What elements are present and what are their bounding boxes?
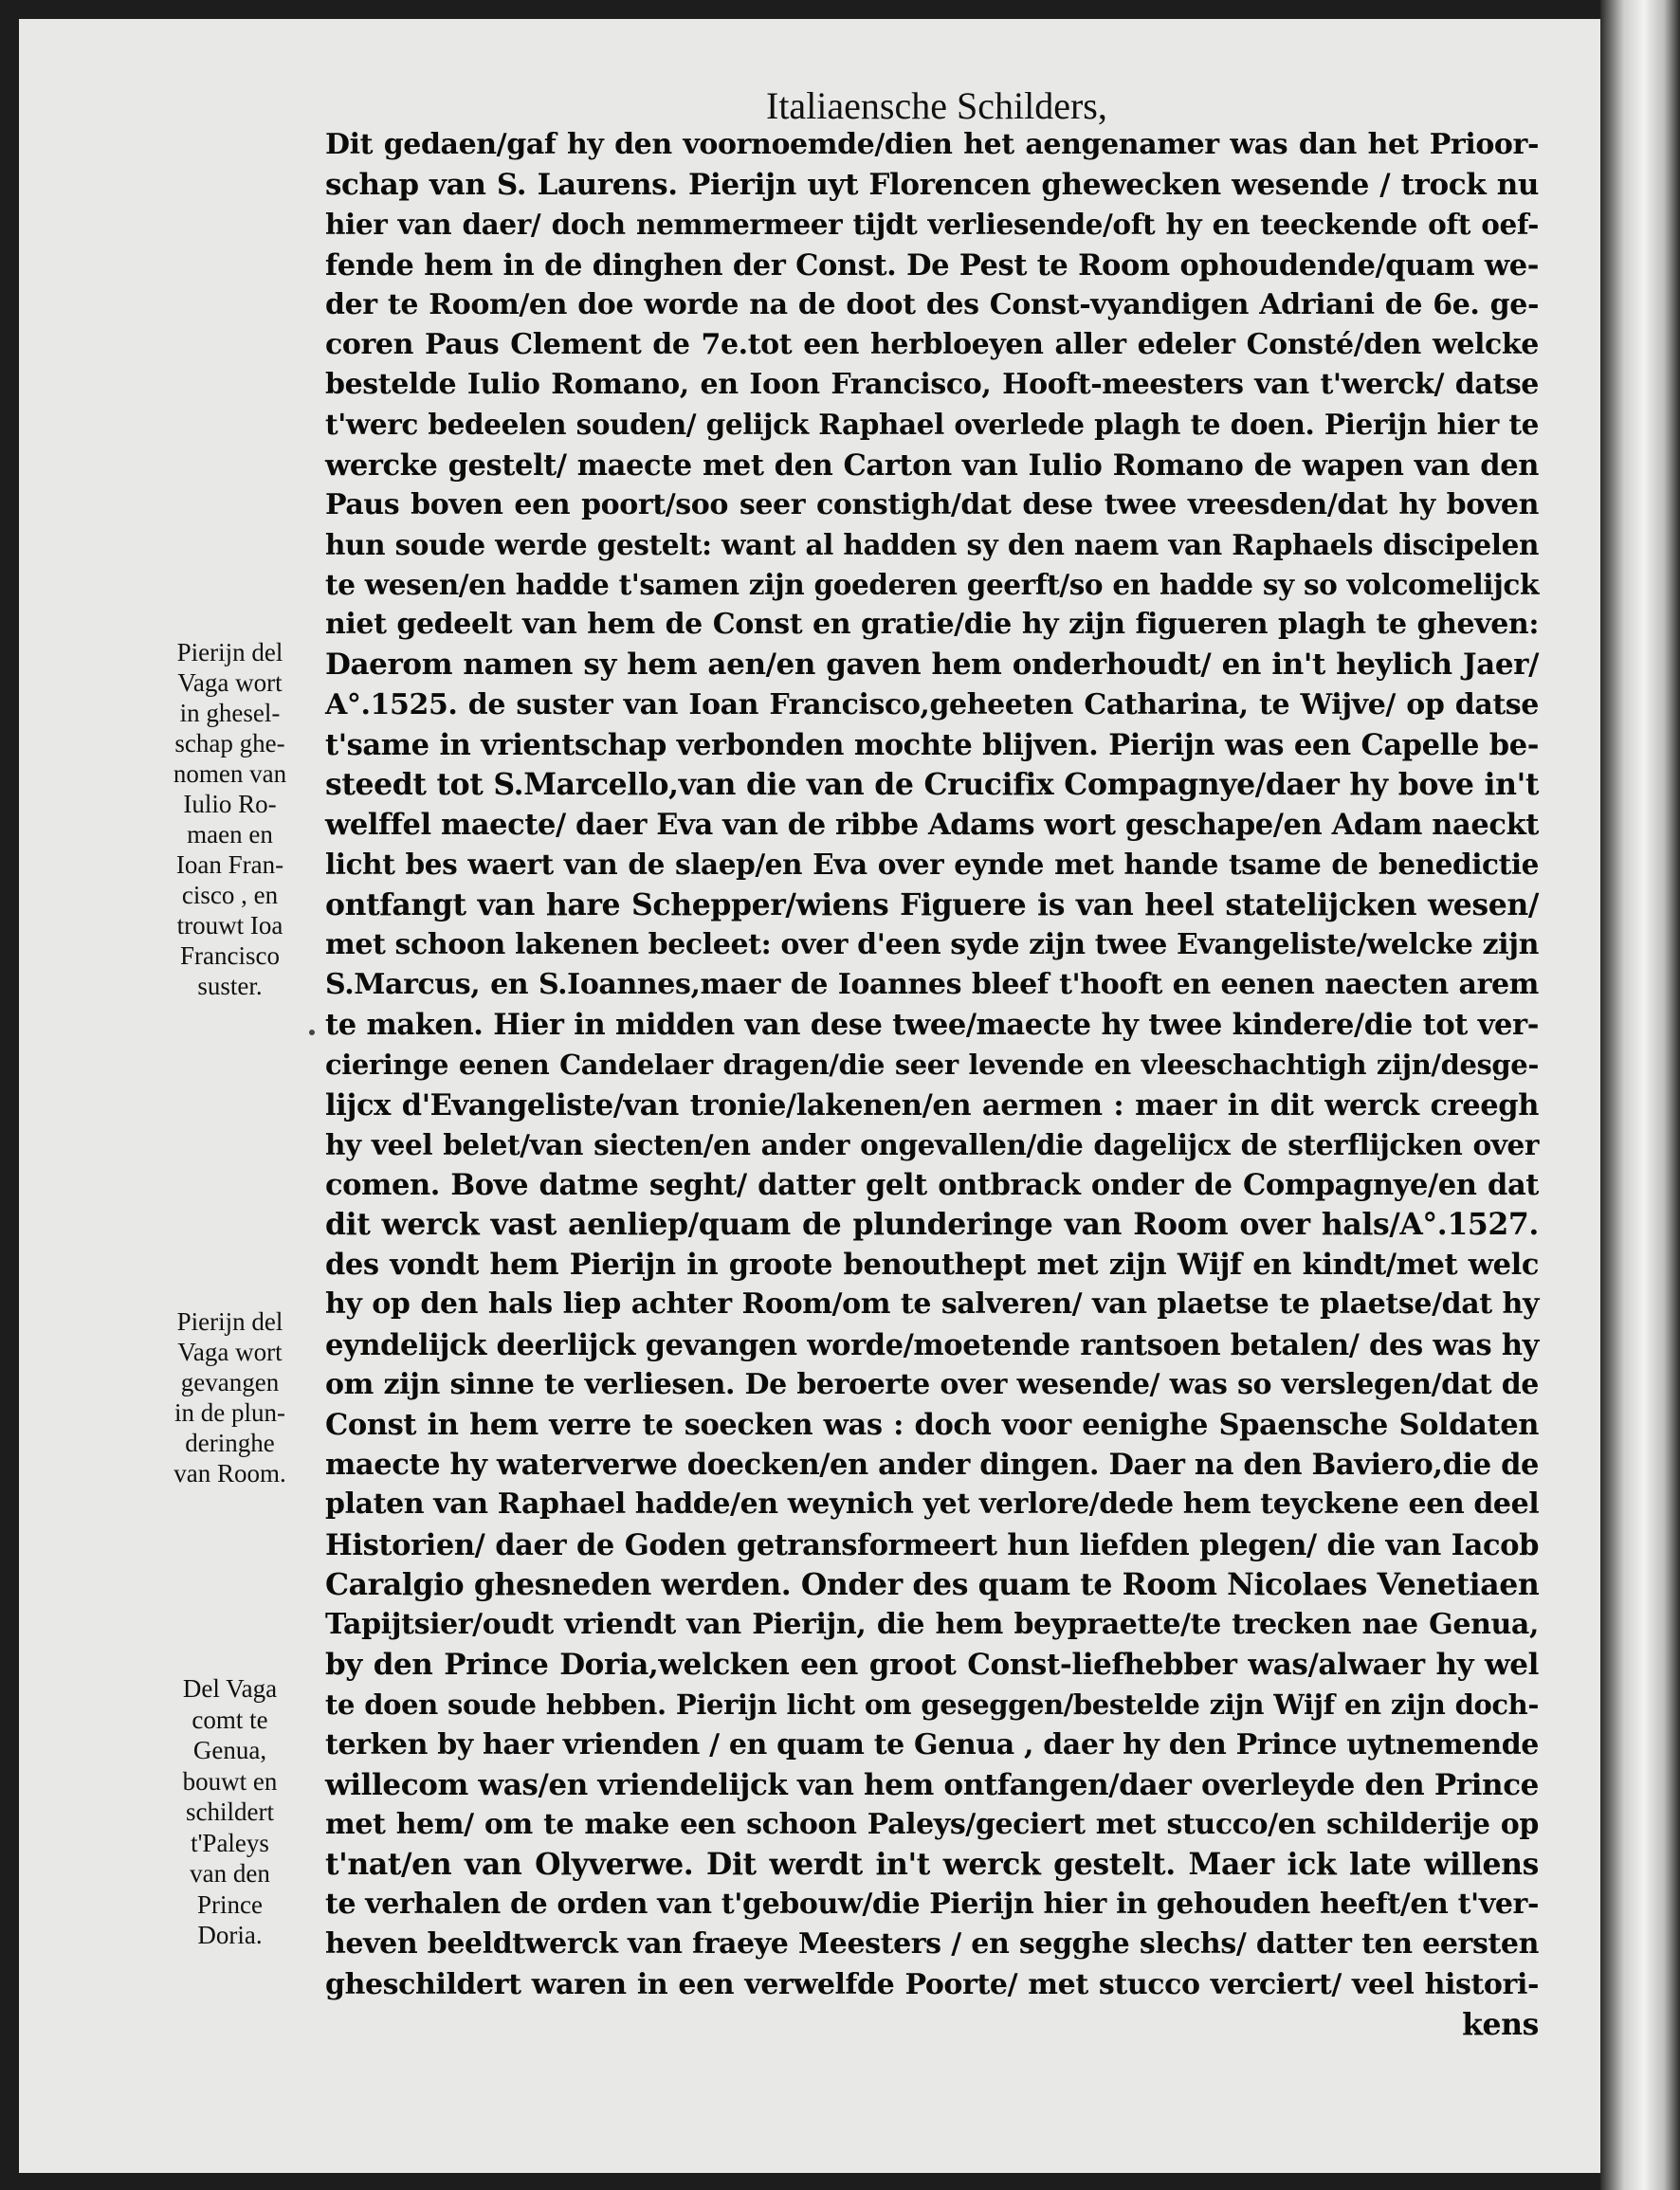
margin-note-2: [147, 1306, 313, 1488]
body-line: niet gedeelt van hem de Const en gratie/die hy zijn figueren plagh te gheven:: [325, 608, 1539, 642]
body-line: dit werck vast aenliep/quam de plunderinge van Room over hals/A°.1527.: [325, 1207, 1539, 1243]
body-line: by den Prince Doria,welcken een groot Const-liefhebber was/alwaer hy wel: [325, 1648, 1539, 1683]
margin-note-line: nomen van: [173, 759, 287, 788]
margin-note-line: Genua,: [192, 1736, 267, 1764]
body-line: Paus boven een poort/soo seer constigh/dat dese twee vreesden/dat hy boven: [325, 487, 1539, 521]
body-line: te verhalen de orden van t'gebouw/die Pierijn hier in gehouden heeft/en t'ver-: [325, 1888, 1539, 1922]
body-line: hy op den hals liep achter Room/om te salveren/ van plaetse te plaetse/dat hy: [325, 1287, 1539, 1322]
margin-note-line: Del Vaga: [182, 1674, 278, 1703]
body-line: schap van S. Laurens. Pierijn uyt Florencen ghewecken wesende / trock nu: [325, 168, 1539, 203]
margin-note-3: [147, 1673, 313, 1951]
body-line: met schoon lakenen becleet: over d'een syde zijn twee Evangeliste/welcke zijn: [325, 927, 1539, 961]
body-line: Daerom namen sy hem aen/en gaven hem onderhoudt/ en in't heylich Jaer/: [325, 648, 1539, 683]
margin-note-line: schildert: [186, 1798, 274, 1826]
margin-note-line: Francisco: [180, 941, 280, 970]
body-line: hier van daer/ doch nemmermeer tijdt verliesende/oft hy en teeckende oft oef-: [325, 208, 1539, 242]
margin-note-line: maen en: [187, 820, 273, 849]
margin-note-line: Pierijn del: [176, 1307, 283, 1336]
book-spine-edge: [1600, 0, 1680, 2190]
body-line: licht bes waert van de slaep/en Eva over eynde met hande tsame de benedictie: [325, 848, 1539, 882]
body-line: t'werc bedeelen souden/ gelijck Raphael overlede plagh te doen. Pierijn hier te: [325, 408, 1539, 442]
ink-speck: [309, 1030, 315, 1035]
margin-note-line: schap ghe-: [174, 729, 285, 757]
body-line: hy veel belet/van siecten/en ander ongevallen/die dagelijcx de sterflijcken over: [325, 1127, 1539, 1161]
body-line: t'nat/en van Olyverwe. Dit werdt in't werck gestelt. Maer ick late willens: [325, 1847, 1539, 1883]
body-line: om zijn sinne te verliesen. De beroerte over wesende/ was so verslegen/dat de: [325, 1367, 1539, 1401]
margin-note-line: gevangen: [180, 1368, 280, 1396]
margin-note-line: Vaga wort: [177, 1338, 283, 1366]
body-line: kens: [1462, 2006, 1539, 2042]
margin-note-line: Doria.: [197, 1921, 263, 1949]
body-line: gheschildert waren in een verwelfde Poorte/ met stucco verciert/ veel histori-: [325, 1967, 1539, 2001]
margin-note-line: suster.: [197, 972, 263, 1000]
margin-note-1: [147, 637, 313, 1001]
body-line: heven beeldtwerck van fraeye Meesters / en segghe slechs/ datter ten eersten: [325, 1927, 1539, 1962]
body-line: eyndelijck deerlijck gevangen worde/moetende rantsoen betalen/ des was hy: [325, 1327, 1539, 1362]
body-line: Tapijtsier/oudt vriendt van Pierijn, die hem beypraette/te trecken nae Genua,: [325, 1607, 1539, 1641]
body-line: te maken. Hier in midden van dese twee/maecte hy twee kindere/die tot ver-: [325, 1008, 1539, 1043]
body-line: maecte hy waterverwe doecken/en ander dingen. Daer na den Baviero,die de: [325, 1448, 1539, 1483]
body-line: des vondt hem Pierijn in groote benouthept met zijn Wijf en kindt/met welc: [325, 1248, 1539, 1283]
body-line: te doen soude hebben. Pierijn licht om geseggen/bestelde zijn Wijf en zijn doch-: [325, 1688, 1539, 1722]
margin-note-line: t'Paleys: [191, 1828, 269, 1857]
body-line: lijcx d'Evangeliste/van tronie/lakenen/en aermen : maer in dit werck creegh: [325, 1087, 1539, 1122]
body-line: comen. Bove datme seght/ datter gelt ontbrack onder de Compagnye/en dat: [325, 1167, 1539, 1202]
body-line: bestelde Iulio Romano, en Ioon Francisco, Hooft-meesters van t'werck/ datse: [325, 368, 1539, 402]
body-line: met hem/ om te make een schoon Paleys/geciert met stucco/en schilderije op: [325, 1807, 1539, 1841]
body-line: S.Marcus, en S.Ioannes,maer de Ioannes bleef t'hooft en eenen naecten arem: [325, 967, 1539, 1001]
body-line: terken by haer vrienden / en quam te Genua , daer hy den Prince uytnemende: [325, 1727, 1539, 1761]
margin-note-line: Iulio Ro-: [183, 790, 277, 818]
margin-note-line: comt te: [192, 1705, 268, 1734]
body-line: Const in hem verre te soecken was : doch voor eenighe Spaensche Soldaten: [325, 1408, 1539, 1442]
margin-note-line: bouwt en: [182, 1766, 278, 1796]
margin-note-line: Prince: [197, 1889, 263, 1919]
margin-note-line: Pierijn del: [176, 638, 283, 666]
margin-note-line: deringhe: [185, 1429, 275, 1457]
margin-note-line: van Room.: [173, 1459, 286, 1487]
body-line: te wesen/en hadde t'samen zijn goederen geerft/so en hadde sy so volcomelijck: [325, 568, 1539, 602]
margin-note-line: in de plun-: [174, 1398, 285, 1427]
body-line: coren Paus Clement de 7e.tot een herbloeyen aller edeler Consté/den welcke: [325, 327, 1539, 361]
margin-note-line: trouwt Ioa: [176, 911, 283, 940]
body-line: cieringe eenen Candelaer dragen/die seer levende en vleeschachtigh zijn/desge-: [325, 1049, 1539, 1082]
body-line: Historien/ daer de Goden getransformeert hun liefden plegen/ die van Iacob: [325, 1527, 1539, 1562]
margin-note-line: van den: [190, 1859, 270, 1888]
body-line: der te Room/en doe worde na de doot des Const-vyandigen Adriani de 6e. ge-: [325, 287, 1539, 321]
margin-note-line: in ghesel-: [179, 699, 281, 727]
running-head: Italiaensche Schilders,: [766, 84, 1107, 127]
body-line: fende hem in de dinghen der Const. De Pest te Room ophoudende/quam we-: [325, 247, 1539, 283]
body-line: welffel maecte/ daer Eva van de ribbe Adams wort geschape/en Adam naeckt: [325, 808, 1539, 843]
body-line: Dit gedaen/gaf hy den voornoemde/dien het aengenamer was dan het Prioor-: [325, 128, 1539, 161]
body-line: platen van Raphael hadde/en weynich yet verlore/dede hem teyckene een deel: [325, 1487, 1540, 1522]
body-line: wercke gestelt/ maecte met den Carton van Iulio Romano de wapen van den: [325, 447, 1539, 483]
margin-note-line: Vaga wort: [177, 668, 283, 697]
margin-note-line: Ioan Fran-: [175, 850, 284, 879]
body-line: willecom was/en vriendelijck van hem ontfangen/daer overleyde den Prince: [325, 1767, 1539, 1802]
body-line: t'same in vrientschap verbonden mochte blijven. Pierijn was een Capelle be-: [325, 727, 1539, 762]
body-line: Caralgio ghesneden werden. Onder des quam te Room Nicolaes Venetiaen: [325, 1566, 1540, 1602]
body-text: [325, 125, 1539, 2045]
body-line: hun soude werde gestelt: want al hadden sy den naem van Raphaels discipelen: [325, 527, 1539, 561]
body-line: ontfangt van hare Schepper/wiens Figuere is van heel statelijcken wesen/: [325, 886, 1539, 922]
body-line: A°.1525. de suster van Ioan Francisco,geheeten Catharina, te Wijve/ op datse: [325, 687, 1539, 721]
body-line: steedt tot S.Marcello,van die van de Crucifix Compagnye/daer hy bove in't: [325, 767, 1539, 802]
margin-note-line: cisco , en: [181, 881, 279, 909]
